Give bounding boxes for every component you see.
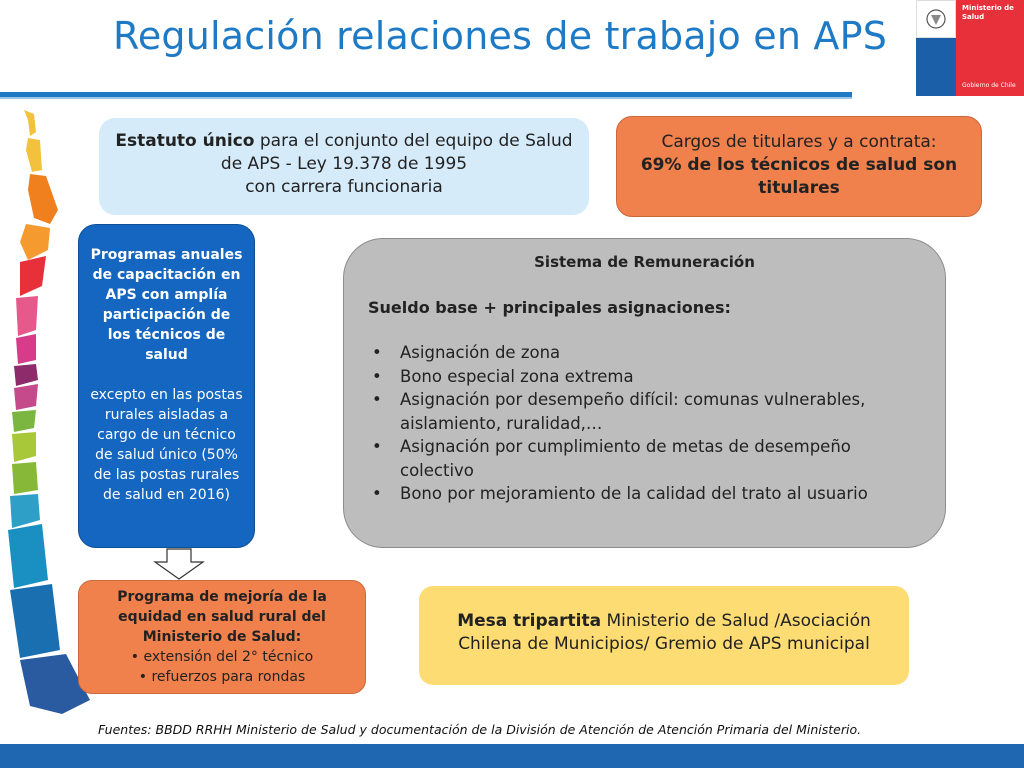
ministry-logo: [916, 0, 1024, 96]
mesa-box: [419, 586, 909, 685]
cargos-bold: 69% de los técnicos de salud son titulares: [640, 155, 958, 198]
list-item: • Asignación por desempeño difícil: comunas vulnerables, aislamiento, ruralidad,…: [368, 388, 921, 435]
estatuto-box: [99, 118, 589, 215]
title-divider: [0, 92, 852, 99]
list-item: • Asignación por cumplimiento de metas de desempeño colectivo: [368, 435, 921, 482]
estatuto-text: para el conjunto del equipo de Salud de APS - Ley 19.378 de 1995: [220, 131, 573, 174]
list-item: • refuerzos para rondas: [87, 667, 357, 687]
logo-footer: Gobierno de Chile: [962, 82, 1016, 89]
source-note: Fuentes: BBDD RRHH Ministerio de Salud y documentación de la División de Atención de Atención Primaria del Ministerio.: [98, 722, 862, 737]
remuneracion-box: [343, 238, 946, 548]
cargos-box: [616, 116, 982, 217]
mesa-bold: Mesa tripartita: [457, 611, 602, 631]
remuneracion-heading: Sistema de Remuneración: [534, 253, 755, 271]
list-item: • Bono por mejoramiento de la calidad del trato al usuario: [368, 482, 921, 506]
programas-box: [78, 224, 255, 548]
programas-bold: Programas anuales de capacitación en APS con amplía participación de los técnicos de salud: [90, 247, 243, 363]
coat-of-arms-icon: [916, 0, 956, 38]
logo-line2: Salud: [962, 13, 985, 21]
estatuto-bold: Estatuto único: [115, 131, 255, 151]
mejora-bold: Programa de mejoría de la equidad en salud rural del Ministerio de Salud:: [117, 589, 327, 645]
page-title: Regulación relaciones de trabajo en APS: [112, 14, 888, 58]
remuneracion-list: [368, 341, 921, 506]
programas-text: excepto en las postas rurales aisladas a cargo de un técnico de salud único (50% de las postas rurales de salud en 2016): [90, 387, 243, 503]
logo-line1: Ministerio de: [962, 4, 1014, 12]
estatuto-career: con carrera funcionaria: [245, 177, 443, 197]
cargos-line: Cargos de titulares y a contrata:: [661, 132, 937, 152]
list-item: • Asignación de zona: [368, 341, 921, 365]
down-arrow-icon: [153, 548, 205, 580]
footer-bar: [0, 744, 1024, 768]
remuneracion-subheading: Sueldo base + principales asignaciones:: [368, 298, 731, 317]
list-item: • extensión del 2° técnico: [87, 647, 357, 667]
mesa-text: Ministerio de Salud /Asociación Chilena de Municipios/ Gremio de APS municipal: [458, 611, 871, 654]
list-item: • Bono especial zona extrema: [368, 365, 921, 389]
mejora-box: [78, 580, 366, 694]
